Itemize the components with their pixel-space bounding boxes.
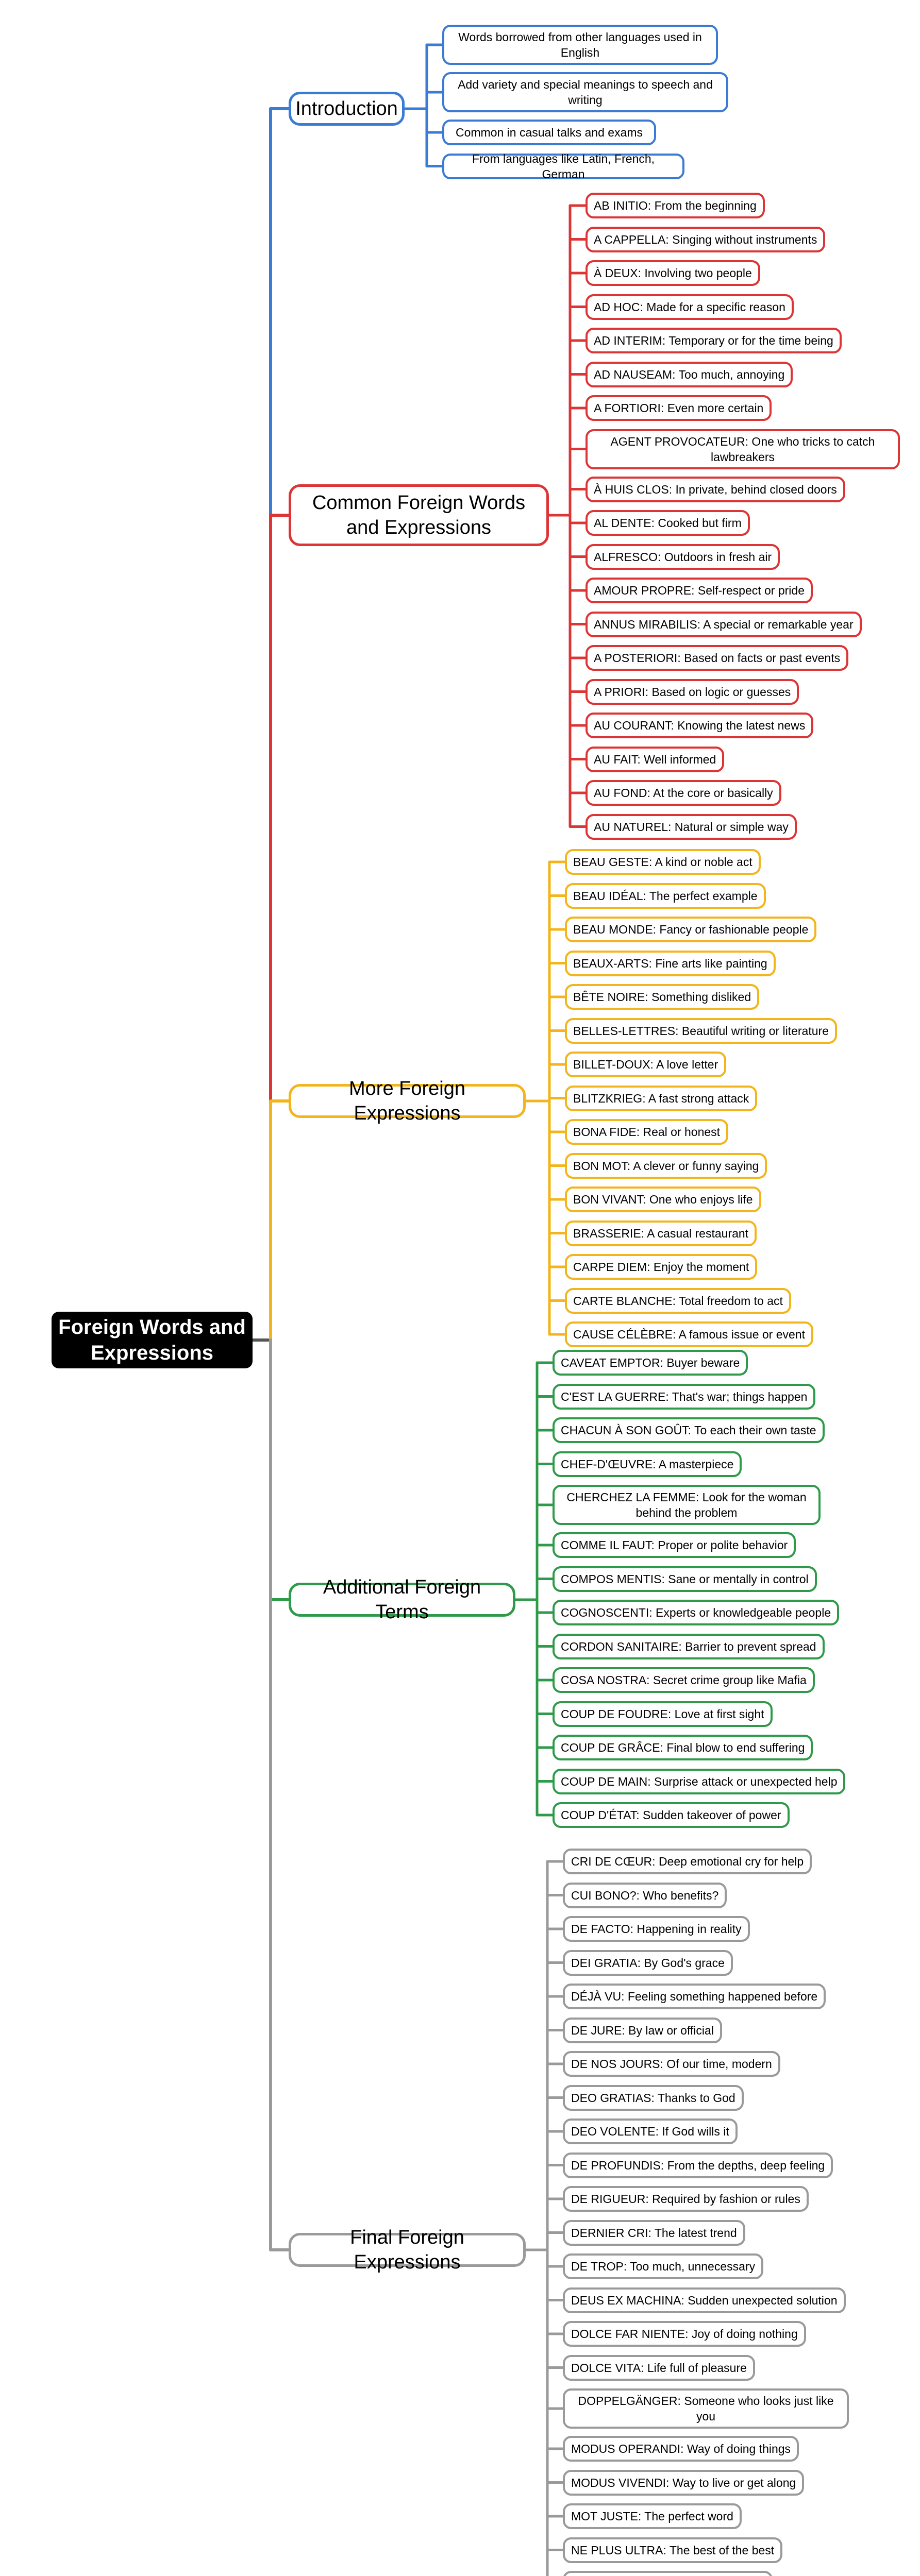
leaf-item[interactable]: BON MOT: A clever or funny saying [565,1153,767,1179]
branch-more-foreign-expressions[interactable]: More Foreign Expressions [289,1084,526,1118]
leaf-item[interactable]: BRASSERIE: A casual restaurant [565,1221,757,1246]
leaf-item[interactable]: DE NOS JOURS: Of our time, modern [563,2051,780,2077]
leaf-item[interactable]: AU FAIT: Well informed [586,747,724,772]
leaf-item[interactable]: AD NAUSEAM: Too much, annoying [586,362,793,387]
leaf-item[interactable]: COMME IL FAUT: Proper or polite behavior [553,1532,796,1558]
leaf-item[interactable]: DOPPELGÄNGER: Someone who looks just like you [563,2388,849,2429]
leaf-item[interactable]: NE PLUS ULTRA: The best of the best [563,2537,782,2563]
leaf-item[interactable]: BEAU GESTE: A kind or noble act [565,849,761,875]
leaf-item[interactable]: AU NATUREL: Natural or simple way [586,814,797,840]
leaf-item[interactable]: COSA NOSTRA: Secret crime group like Mafia [553,1667,815,1693]
leaf-item[interactable]: BEAU IDÉAL: The perfect example [565,883,766,909]
leaf-item[interactable]: AL DENTE: Cooked but firm [586,510,750,536]
leaf-item[interactable]: COUP DE MAIN: Surprise attack or unexpected help [553,1769,845,1794]
leaf-item[interactable]: BELLES-LETTRES: Beautiful writing or literature [565,1018,837,1044]
leaf-item[interactable]: DE TROP: Too much, unnecessary [563,2253,763,2279]
leaf-item[interactable]: COMPOS MENTIS: Sane or mentally in control [553,1566,817,1592]
leaf-item[interactable]: A FORTIORI: Even more certain [586,395,772,421]
branch-additional-foreign-terms[interactable]: Additional Foreign Terms [289,1583,515,1617]
leaf-item[interactable]: CHEF-D'ŒUVRE: A masterpiece [553,1451,742,1477]
branch-introduction[interactable]: Introduction [289,92,405,126]
leaf-item[interactable]: DOLCE VITA: Life full of pleasure [563,2355,755,2381]
leaf-item[interactable]: DEI GRATIA: By God's grace [563,1950,733,1976]
leaf-item[interactable]: CUI BONO?: Who benefits? [563,1883,727,1908]
leaf-item[interactable]: COUP DE FOUDRE: Love at first sight [553,1701,773,1727]
leaf-item[interactable]: CRI DE CŒUR: Deep emotional cry for help [563,1849,812,1874]
leaf-item[interactable]: CARPE DIEM: Enjoy the moment [565,1254,757,1280]
leaf-item[interactable]: A POSTERIORI: Based on facts or past events [586,645,848,671]
leaf-item[interactable]: DEO VOLENTE: If God wills it [563,2119,738,2144]
leaf-item[interactable]: DEUS EX MACHINA: Sudden unexpected solution [563,2287,846,2313]
leaf-item[interactable]: DE FACTO: Happening in reality [563,1916,750,1942]
leaf-item[interactable]: A PRIORI: Based on logic or guesses [586,679,799,705]
leaf-item[interactable]: BONA FIDE: Real or honest [565,1119,728,1145]
leaf-item[interactable]: Common in casual talks and exams [442,120,656,145]
leaf-item[interactable]: DE JURE: By law or official [563,2018,722,2043]
leaf-item[interactable]: BILLET-DOUX: A love letter [565,1052,726,1077]
leaf-item[interactable]: BLITZKRIEG: A fast strong attack [565,1086,757,1111]
leaf-item[interactable]: AB INITIO: From the beginning [586,193,765,218]
leaf-item[interactable]: BÊTE NOIRE: Something disliked [565,984,759,1010]
leaf-item[interactable]: MOT JUSTE: The perfect word [563,2503,742,2529]
leaf-item[interactable]: DE PROFUNDIS: From the depths, deep feeling [563,2153,833,2178]
leaf-item[interactable]: ANNUS MIRABILIS: A special or remarkable year [586,612,862,637]
leaf-item[interactable]: COUP DE GRÂCE: Final blow to end suffering [553,1735,813,1760]
leaf-item[interactable]: COGNOSCENTI: Experts or knowledgeable people [553,1600,839,1625]
leaf-item[interactable]: AMOUR PROPRE: Self-respect or pride [586,578,813,603]
branch-final-foreign-expressions[interactable]: Final Foreign Expressions [289,2233,526,2267]
root-node: Foreign Words and Expressions [52,1312,253,1368]
leaf-item[interactable]: À DEUX: Involving two people [586,260,760,286]
leaf-item[interactable]: CAUSE CÉLÈBRE: A famous issue or event [565,1321,813,1347]
leaf-item[interactable]: CHACUN À SON GOÛT: To each their own taste [553,1417,825,1443]
leaf-item[interactable]: BEAUX-ARTS: Fine arts like painting [565,951,776,976]
branch-common-foreign-words[interactable]: Common Foreign Words and Expressions [289,484,549,546]
leaf-item[interactable]: BEAU MONDE: Fancy or fashionable people [565,917,816,942]
leaf-item[interactable]: A CAPPELLA: Singing without instruments [586,227,825,252]
leaf-item[interactable]: CORDON SANITAIRE: Barrier to prevent spread [553,1634,825,1659]
leaf-item[interactable]: CARTE BLANCHE: Total freedom to act [565,1288,791,1314]
leaf-item[interactable]: AD INTERIM: Temporary or for the time being [586,328,842,353]
leaf-item[interactable]: AU COURANT: Knowing the latest news [586,713,813,738]
leaf-item[interactable]: BON VIVANT: One who enjoys life [565,1187,761,1212]
leaf-item[interactable]: COUP D'ÉTAT: Sudden takeover of power [553,1802,790,1828]
leaf-item[interactable]: MODUS VIVENDI: Way to live or get along [563,2470,804,2496]
leaf-item[interactable]: C'EST LA GUERRE: That's war; things happen [553,1384,815,1410]
leaf-item[interactable]: MODUS OPERANDI: Way of doing things [563,2436,799,2462]
leaf-item[interactable]: DERNIER CRI: The latest trend [563,2220,745,2246]
leaf-item[interactable]: DOLCE FAR NIENTE: Joy of doing nothing [563,2321,806,2347]
leaf-item[interactable]: Words borrowed from other languages used in English [442,25,718,65]
leaf-item[interactable] [563,2571,773,2576]
leaf-item[interactable]: From languages like Latin, French, German [442,154,684,179]
leaf-item[interactable]: DÉJÀ VU: Feeling something happened before [563,1984,826,2009]
leaf-item[interactable]: ALFRESCO: Outdoors in fresh air [586,544,780,570]
leaf-item[interactable]: DE RIGUEUR: Required by fashion or rules [563,2186,809,2212]
leaf-item[interactable]: AGENT PROVOCATEUR: One who tricks to catch lawbreakers [586,429,900,469]
leaf-item[interactable]: DEO GRATIAS: Thanks to God [563,2085,744,2111]
leaf-item[interactable]: À HUIS CLOS: In private, behind closed doors [586,477,845,502]
leaf-item[interactable]: CHERCHEZ LA FEMME: Look for the woman behind the problem [553,1485,821,1525]
leaf-item[interactable]: Add variety and special meanings to speech and writing [442,72,728,112]
leaf-item[interactable]: AD HOC: Made for a specific reason [586,294,794,320]
leaf-item[interactable]: AU FOND: At the core or basically [586,780,781,806]
leaf-item[interactable]: CAVEAT EMPTOR: Buyer beware [553,1350,748,1376]
